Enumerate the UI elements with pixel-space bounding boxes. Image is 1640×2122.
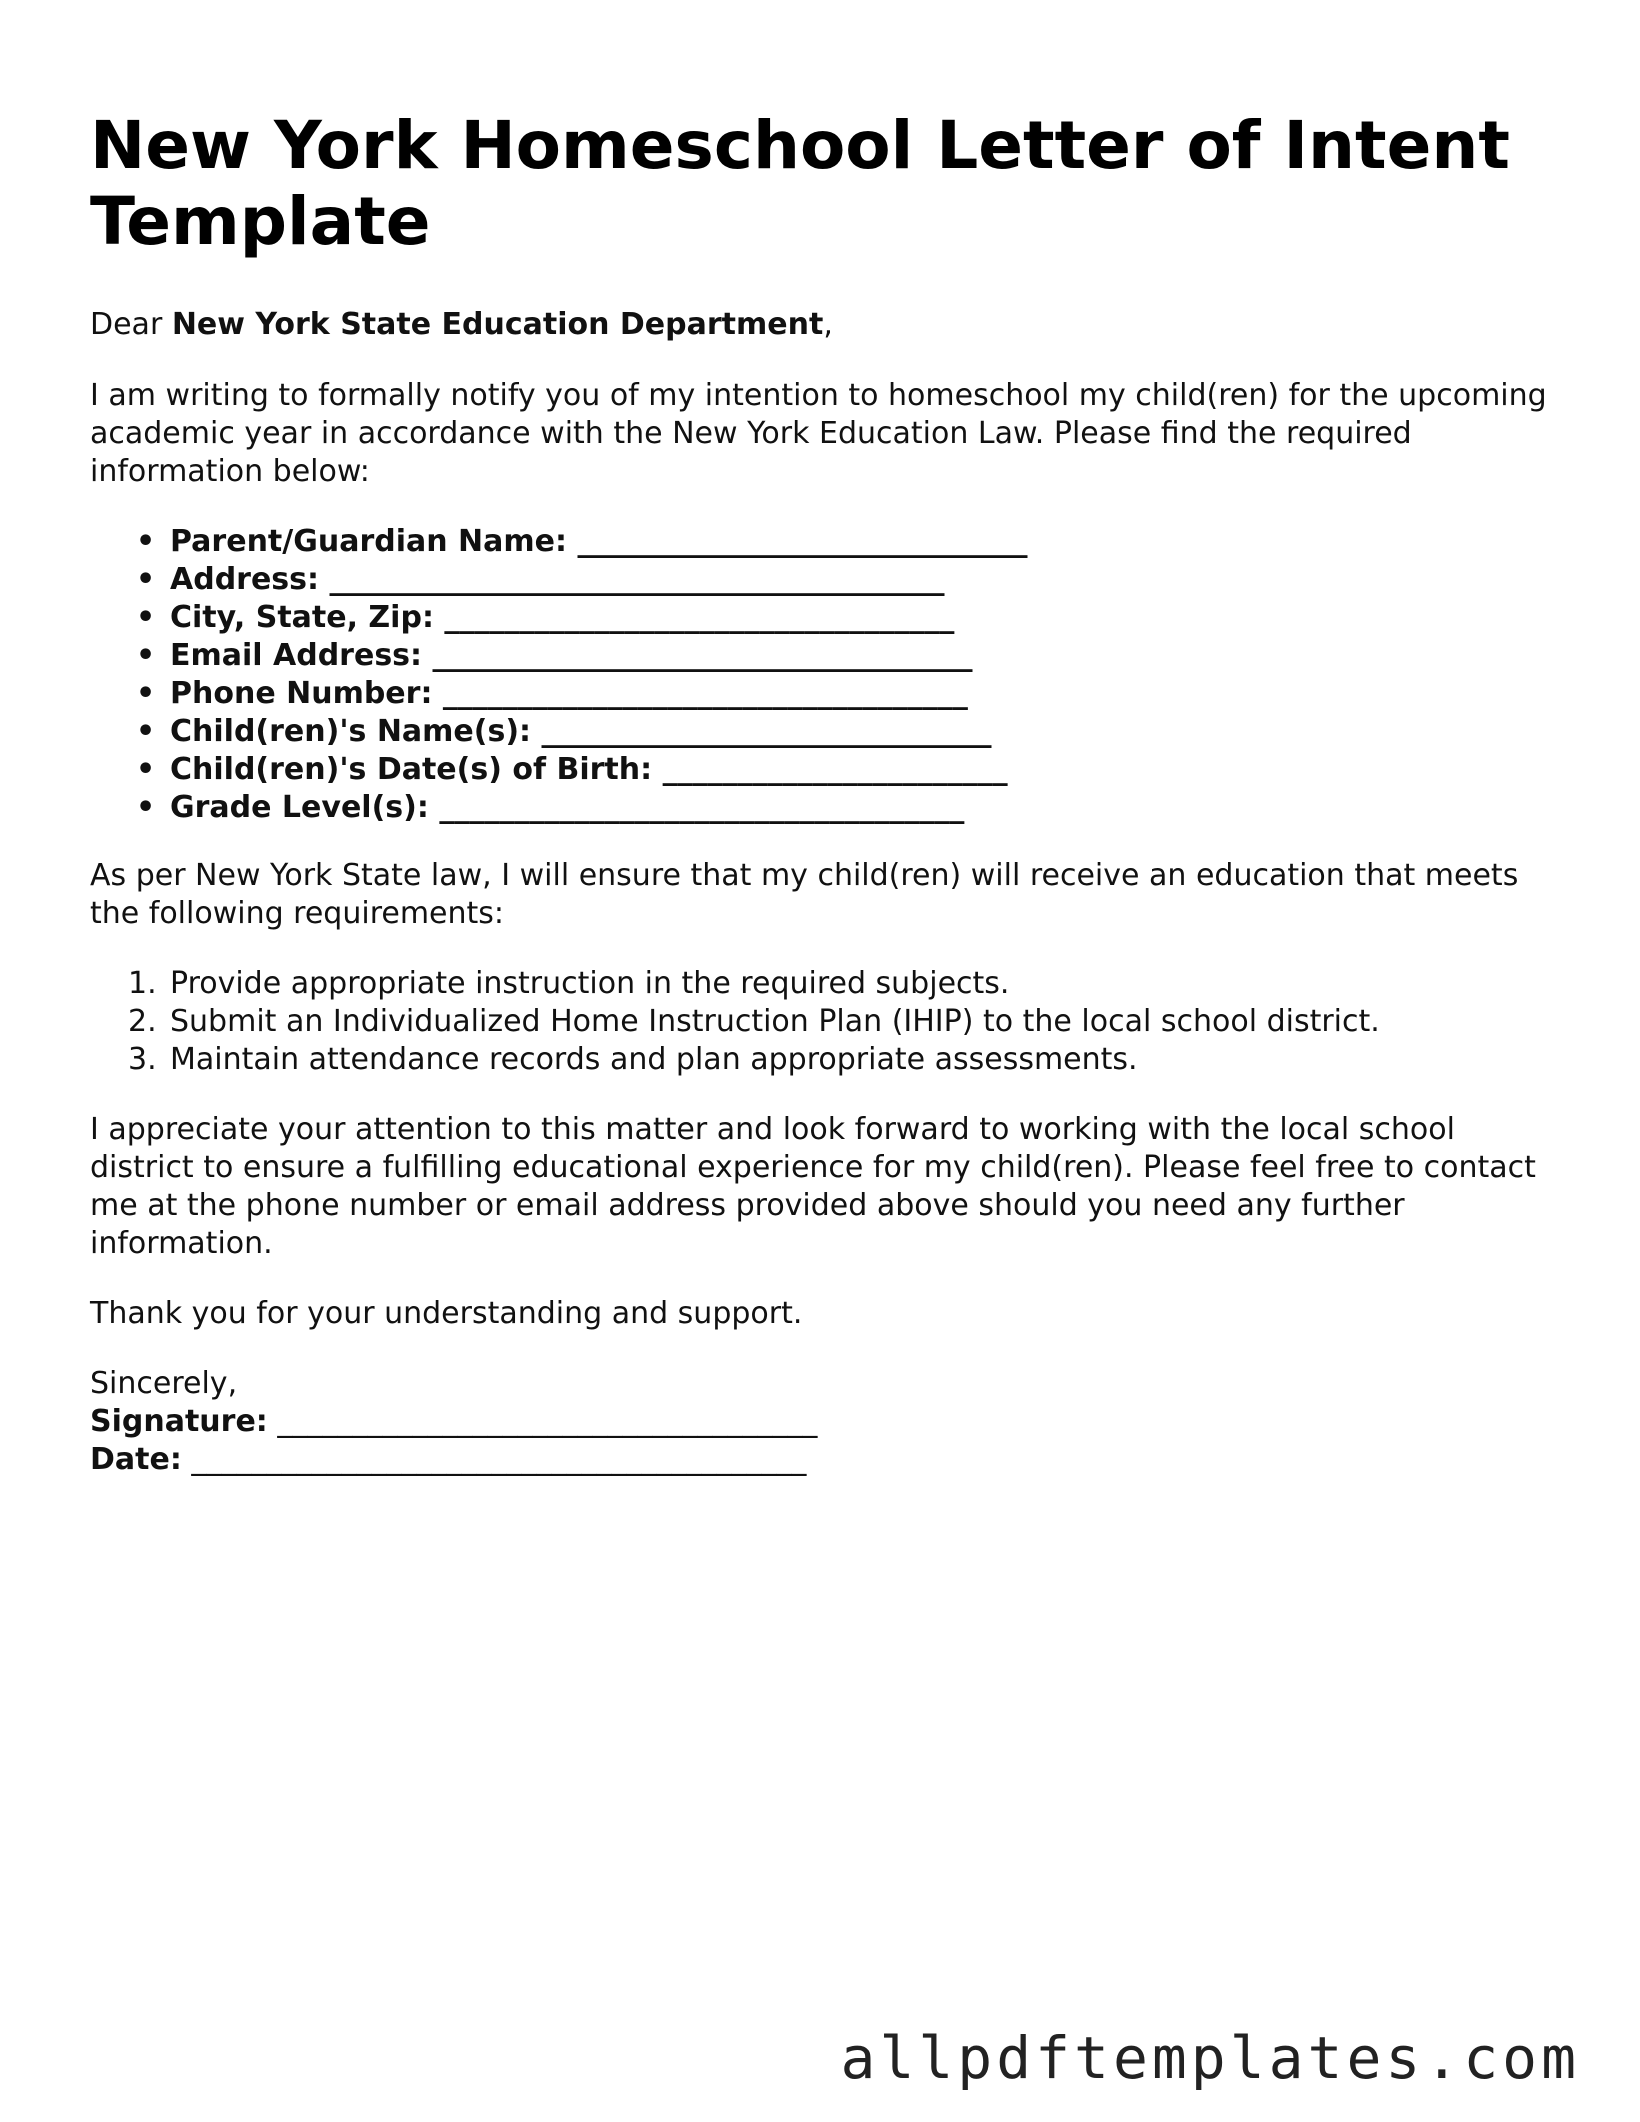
- page-title: New York Homeschool Letter of Intent Template: [90, 107, 1510, 260]
- field-blank[interactable]: ______________________________: [541, 714, 992, 749]
- closing-block: [90, 1365, 1560, 1479]
- field-label: Parent/Guardian Name:: [170, 524, 568, 559]
- signature-blank[interactable]: ____________________________________: [277, 1404, 818, 1439]
- date-label: Date:: [90, 1442, 182, 1477]
- field-blank[interactable]: ___________________________________: [439, 790, 965, 825]
- requirement-item: [128, 965, 1560, 1003]
- salutation: [90, 306, 1560, 344]
- salutation-recipient: New York State Education Department: [171, 307, 824, 342]
- field-address: [136, 561, 1560, 599]
- field-children-names: [136, 713, 1560, 751]
- field-label: Phone Number:: [170, 676, 433, 711]
- appreciation-paragraph: I appreciate your attention to this matter and look forward to working with the local school district to ensure a fulfilling educational experience for my child(ren). Please feel free to contact me at the phone number or email address provided above should you need any further information.: [90, 1112, 1536, 1261]
- requirement-text: Provide appropriate instruction in the required subjects.: [170, 966, 1010, 1001]
- requirement-item: [128, 1041, 1560, 1079]
- field-label: Address:: [170, 562, 320, 597]
- bullet-icon: •: [136, 562, 156, 597]
- field-email-address: [136, 637, 1560, 675]
- field-grade-levels: [136, 789, 1560, 827]
- intro-paragraph: I am writing to formally notify you of my intention to homeschool my child(ren) for the upcoming academic year in accordance with the New York Education Law. Please find the required information below:: [90, 378, 1547, 489]
- bullet-icon: •: [136, 524, 156, 559]
- requirement-text: Submit an Individualized Home Instruction Plan (IHIP) to the local school district.: [170, 1004, 1380, 1039]
- date-line: [90, 1441, 1560, 1479]
- field-phone-number: [136, 675, 1560, 713]
- requirement-text: Maintain attendance records and plan appropriate assessments.: [170, 1042, 1138, 1077]
- field-label: Child(ren)'s Name(s):: [170, 714, 532, 749]
- list-number: 3.: [128, 1042, 157, 1077]
- bullet-icon: •: [136, 752, 156, 787]
- field-blank[interactable]: _______________________: [662, 752, 1008, 787]
- salutation-prefix: Dear: [90, 307, 172, 342]
- bullet-icon: •: [136, 638, 156, 673]
- field-children-dob: [136, 751, 1560, 789]
- thanks-paragraph: Thank you for your understanding and support.: [90, 1296, 803, 1331]
- bullet-icon: •: [136, 676, 156, 711]
- field-blank[interactable]: _________________________________________: [329, 562, 945, 597]
- list-number: 1.: [128, 966, 157, 1001]
- salutation-suffix: ,: [823, 307, 833, 342]
- signature-line: [90, 1403, 1560, 1441]
- requirement-item: [128, 1003, 1560, 1041]
- bullet-icon: •: [136, 790, 156, 825]
- field-label: City, State, Zip:: [170, 600, 434, 635]
- list-number: 2.: [128, 1004, 157, 1039]
- info-field-list: [90, 523, 1560, 827]
- bullet-icon: •: [136, 600, 156, 635]
- requirements-intro: As per New York State law, I will ensure that my child(ren) will receive an education that meets the following requirements:: [90, 858, 1519, 931]
- field-label: Email Address:: [170, 638, 423, 673]
- watermark-text: allpdftemplates.com: [840, 2024, 1580, 2092]
- letter-page: [90, 108, 1560, 1479]
- closing-sincerely: Sincerely,: [90, 1366, 238, 1401]
- field-label: Grade Level(s):: [170, 790, 429, 825]
- field-label: Child(ren)'s Date(s) of Birth:: [170, 752, 653, 787]
- field-parent-guardian-name: [136, 523, 1560, 561]
- signature-label: Signature:: [90, 1404, 268, 1439]
- date-blank[interactable]: _________________________________________: [191, 1442, 807, 1477]
- requirements-list: [90, 965, 1560, 1079]
- field-blank[interactable]: ____________________________________: [432, 638, 973, 673]
- field-city-state-zip: [136, 599, 1560, 637]
- field-blank[interactable]: ______________________________: [577, 524, 1028, 559]
- field-blank[interactable]: ___________________________________: [442, 676, 968, 711]
- field-blank[interactable]: __________________________________: [444, 600, 955, 635]
- bullet-icon: •: [136, 714, 156, 749]
